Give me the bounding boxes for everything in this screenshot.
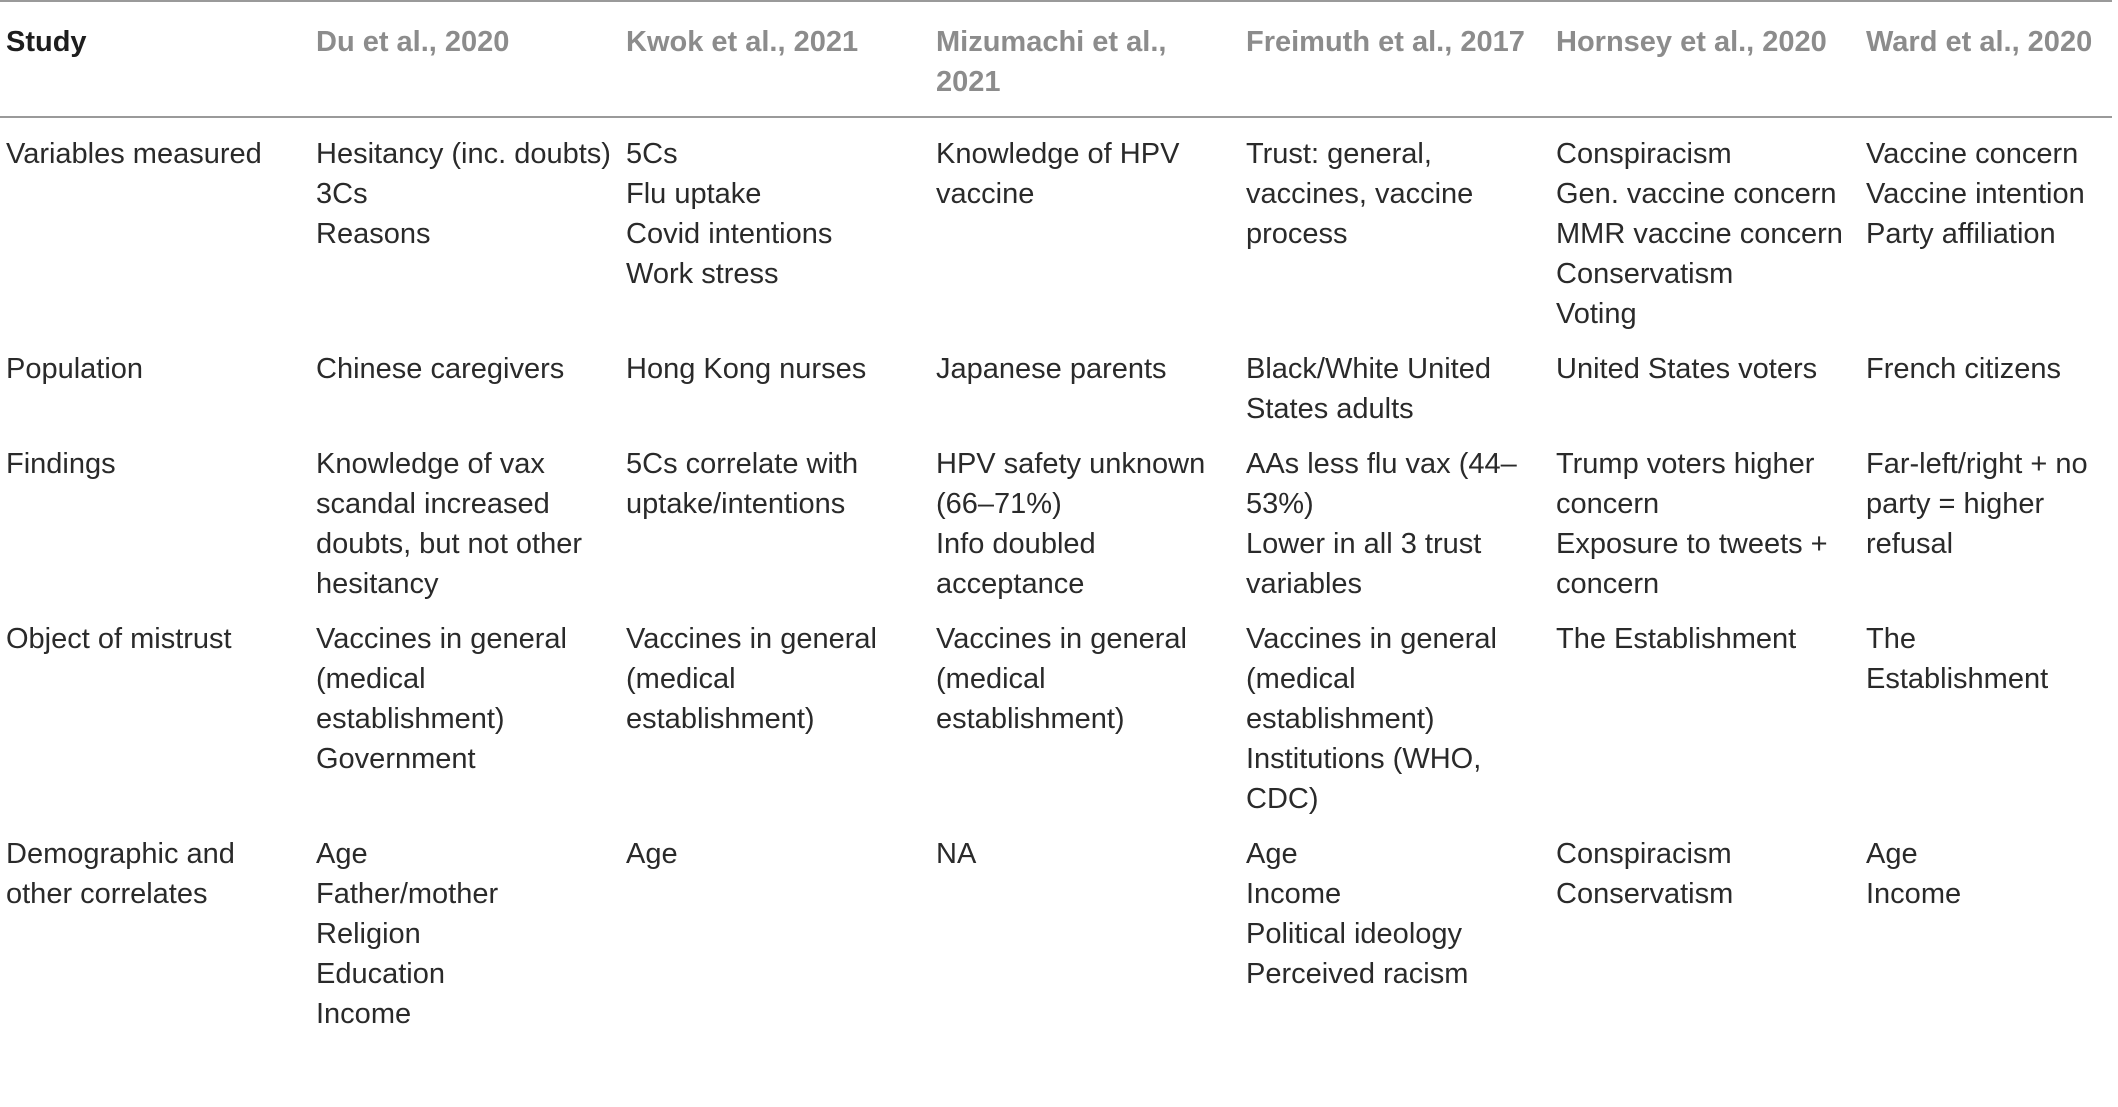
table-cell bbox=[1240, 432, 1550, 607]
cell-line: Income bbox=[1246, 878, 1342, 910]
table-cell bbox=[310, 337, 620, 432]
table-cell bbox=[1240, 822, 1550, 1037]
table-cell bbox=[620, 117, 930, 337]
cell-line: Conservatism bbox=[1556, 878, 1734, 910]
cell-line: The Establishment bbox=[1866, 623, 2049, 695]
cell-line: Party affiliation bbox=[1866, 218, 2056, 250]
cell-line: Hesitancy (inc. doubts) bbox=[316, 138, 611, 170]
cell-line: Work stress bbox=[626, 258, 779, 290]
cell-line: Age bbox=[316, 838, 368, 870]
cell-line: AAs less flu vax (44–53%) bbox=[1246, 448, 1517, 520]
table-cell bbox=[1860, 117, 2112, 337]
cell-line: Reasons bbox=[316, 218, 431, 250]
header-cell-study-5: Hornsey et al., 2020 bbox=[1556, 26, 1827, 58]
cell-line: Vaccines in general (medical establishment) bbox=[316, 623, 567, 735]
table-cell bbox=[1240, 607, 1550, 822]
row-label: Object of mistrust bbox=[6, 623, 232, 655]
table-cell bbox=[930, 607, 1240, 822]
cell-line: Income bbox=[1866, 878, 1962, 910]
table-cell bbox=[620, 432, 930, 607]
cell-line: Knowledge of vax scandal increased doubts, but not other hesitancy bbox=[316, 448, 583, 600]
table-row bbox=[0, 607, 2112, 822]
table-cell bbox=[930, 432, 1240, 607]
table-cell bbox=[1550, 432, 1860, 607]
table-cell bbox=[1550, 822, 1860, 1037]
cell-line: Vaccine intention bbox=[1866, 178, 2085, 210]
table-cell bbox=[620, 337, 930, 432]
table-cell bbox=[620, 822, 930, 1037]
cell-line: Conspiracism bbox=[1556, 838, 1732, 870]
cell-line: Income bbox=[316, 998, 412, 1030]
cell-line: Conservatism bbox=[1556, 258, 1734, 290]
cell-line: Religion bbox=[316, 918, 421, 950]
header-cell-study-1: Du et al., 2020 bbox=[316, 26, 510, 58]
header-cell-study-6: Ward et al., 2020 bbox=[1866, 26, 2093, 58]
table-row bbox=[0, 432, 2112, 607]
table-cell bbox=[310, 607, 620, 822]
header-row bbox=[0, 1, 2112, 117]
cell-line: Far-left/right + no party = higher refusal bbox=[1866, 448, 2088, 560]
cell-line: Trust: general, vaccines, vaccine process bbox=[1246, 138, 1474, 250]
header-cell-study: Study bbox=[6, 26, 87, 58]
row-label: Demographic and other correlates bbox=[6, 838, 235, 910]
cell-line: Education bbox=[316, 958, 445, 990]
cell-line: Age bbox=[626, 838, 678, 870]
cell-line: Hong Kong nurses bbox=[626, 353, 867, 385]
table-row bbox=[0, 117, 2112, 337]
cell-line: Government bbox=[316, 743, 476, 775]
table-cell bbox=[1550, 337, 1860, 432]
cell-line: Gen. vaccine concern bbox=[1556, 178, 1837, 210]
cell-line: Black/White United States adults bbox=[1246, 353, 1491, 425]
table-row bbox=[0, 337, 2112, 432]
cell-line: Knowledge of HPV vaccine bbox=[936, 138, 1180, 210]
table-cell bbox=[620, 607, 930, 822]
table-cell bbox=[1550, 117, 1860, 337]
cell-line: Lower in all 3 trust variables bbox=[1246, 528, 1482, 600]
table-row bbox=[0, 822, 2112, 1037]
table-cell bbox=[310, 432, 620, 607]
cell-line: Vaccines in general (medical establishment) bbox=[1246, 623, 1497, 735]
table-cell bbox=[310, 117, 620, 337]
cell-line: Chinese caregivers bbox=[316, 353, 565, 385]
header-cell-study-4: Freimuth et al., 2017 bbox=[1246, 26, 1525, 58]
cell-line: 5Cs bbox=[626, 138, 678, 170]
cell-line: Perceived racism bbox=[1246, 958, 1469, 990]
cell-line: Exposure to tweets + concern bbox=[1556, 528, 1828, 600]
table-cell bbox=[1550, 607, 1860, 822]
cell-line: Father/mother bbox=[316, 878, 499, 910]
cell-line: Conspiracism bbox=[1556, 138, 1732, 170]
row-label: Population bbox=[6, 353, 144, 385]
row-label: Variables measured bbox=[6, 138, 262, 170]
cell-line: Vaccines in general (medical establishment) bbox=[936, 623, 1187, 735]
header-cell-study-2: Kwok et al., 2021 bbox=[626, 26, 859, 58]
cell-line: Vaccine concern bbox=[1866, 138, 2079, 170]
cell-line: Institutions (WHO, CDC) bbox=[1246, 743, 1482, 815]
cell-line: Vaccines in general (medical establishment) bbox=[626, 623, 877, 735]
cell-line: MMR vaccine concern bbox=[1556, 218, 1843, 250]
table-cell bbox=[1240, 337, 1550, 432]
table-cell bbox=[1240, 117, 1550, 337]
cell-line: United States voters bbox=[1556, 353, 1818, 385]
cell-line: Flu uptake bbox=[626, 178, 762, 210]
cell-line: 3Cs bbox=[316, 178, 368, 210]
table-cell bbox=[930, 117, 1240, 337]
cell-line: Age bbox=[1866, 838, 1918, 870]
table-cell bbox=[930, 822, 1240, 1037]
cell-line: HPV safety unknown (66–71%) bbox=[936, 448, 1206, 520]
row-label: Findings bbox=[6, 448, 116, 480]
cell-line: Political ideology bbox=[1246, 918, 1463, 950]
cell-line: 5Cs correlate with uptake/intentions bbox=[626, 448, 859, 520]
table-header bbox=[0, 1, 2112, 117]
table-cell bbox=[310, 822, 620, 1037]
cell-line: The Establishment bbox=[1556, 623, 1797, 655]
header-cell-study-3: Mizumachi et al., 2021 bbox=[936, 26, 1167, 98]
table-cell bbox=[930, 337, 1240, 432]
cell-line: Age bbox=[1246, 838, 1298, 870]
table-cell bbox=[1860, 822, 2112, 1037]
cell-line: Info doubled acceptance bbox=[936, 528, 1096, 600]
table-cell bbox=[1860, 432, 2112, 607]
table-cell bbox=[1860, 337, 2112, 432]
cell-line: Trump voters higher concern bbox=[1556, 448, 1815, 520]
cell-line: Covid intentions bbox=[626, 218, 833, 250]
cell-line: French citizens bbox=[1866, 353, 2062, 385]
cell-line: Japanese parents bbox=[936, 353, 1167, 385]
cell-line: Voting bbox=[1556, 298, 1637, 330]
table-cell bbox=[1860, 607, 2112, 822]
cell-line: NA bbox=[936, 838, 977, 870]
table-body bbox=[0, 117, 2112, 1037]
